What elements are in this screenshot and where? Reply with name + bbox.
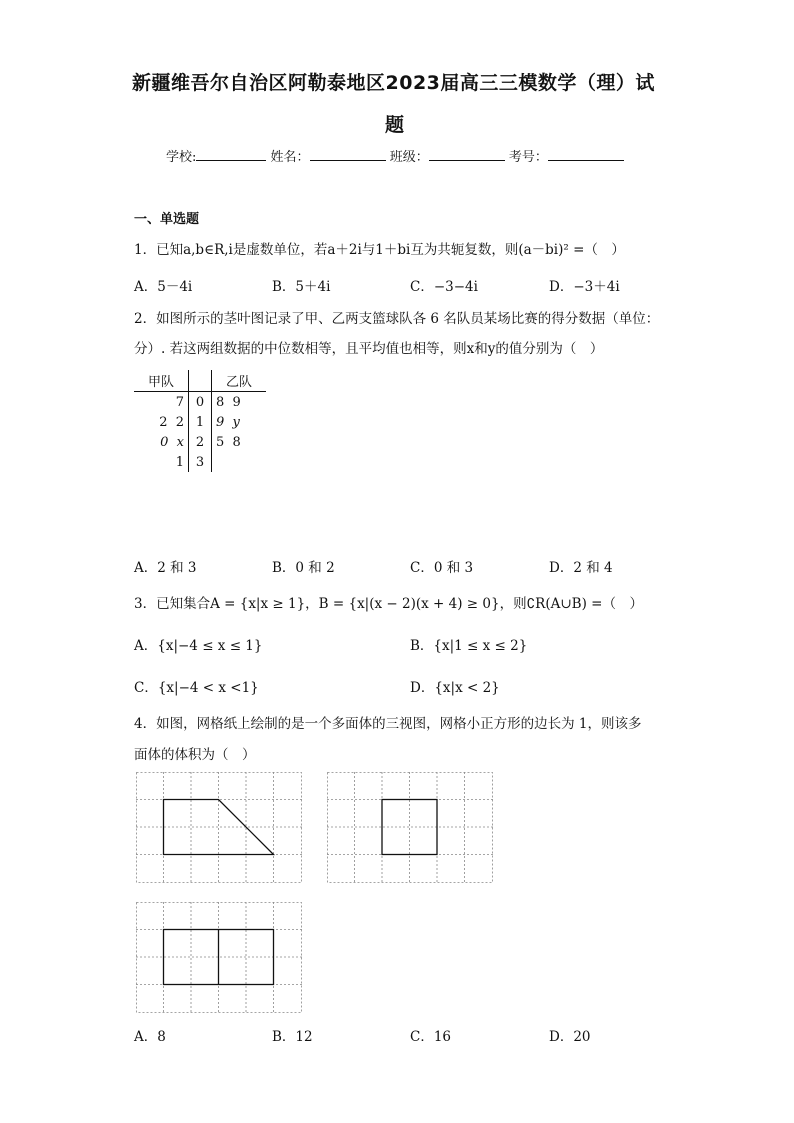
plot-left-leaves: 1 [175, 454, 184, 470]
q1-option-a[interactable]: A．5－4i [134, 279, 193, 295]
page-title-line2: 题 [385, 114, 405, 136]
name-blank[interactable] [310, 148, 386, 161]
plot-left-leaves: 7 [175, 394, 184, 410]
plot-stem: 0 [189, 392, 212, 413]
plot-stem: 3 [189, 452, 212, 472]
q1-option-c[interactable]: C．−3−4i [410, 279, 478, 295]
class-label: 班级： [389, 150, 429, 165]
page-title-line1: 新疆维吾尔自治区阿勒泰地区2023届高三三模数学（理）试 [132, 72, 655, 94]
q2-stem-line2: 分）. 若这两组数据的中位数相等，且平均值也相等，则x和y的值分别为（ ） [134, 341, 604, 357]
section-heading: 一、单选题 [134, 212, 200, 227]
name-label: 姓名： [270, 150, 310, 165]
q2-option-b[interactable]: B．0 和 2 [272, 560, 335, 576]
q1-option-d[interactable]: D．−3＋4i [549, 279, 620, 295]
school-blank[interactable] [196, 148, 266, 161]
q3-option-d[interactable]: D．{x|x < 2} [410, 680, 500, 696]
plot-right-leaves: 8 9 [216, 394, 241, 410]
q3-stem: 3．已知集合A = {x|x ≥ 1}，B = {x|(x − 2)(x + 4) ≥ 0}，则∁R(A∪B) =（ ） [134, 596, 643, 612]
front-view-grid [136, 772, 302, 883]
plot-stem: 1 [189, 412, 212, 432]
plot-header-right: 乙队 [212, 370, 267, 392]
q2-stem-line1: 2．如图所示的茎叶图记录了甲、乙两支篮球队各 6 名队员某场比赛的得分数据（单位： [134, 311, 660, 327]
exam-no-blank[interactable] [548, 148, 624, 161]
plot-right-leaves: 9 y [216, 414, 240, 430]
q4-option-b[interactable]: B．12 [272, 1029, 313, 1045]
q2-option-c[interactable]: C．0 和 3 [410, 560, 474, 576]
q1-option-b[interactable]: B．5＋4i [272, 279, 331, 295]
side-view-grid [327, 772, 493, 883]
q2-option-d[interactable]: D．2 和 4 [549, 560, 613, 576]
plot-left-leaves: 2 2 [159, 414, 184, 430]
q3-option-b[interactable]: B．{x|1 ≤ x ≤ 2} [410, 638, 528, 654]
q4-option-a[interactable]: A．8 [134, 1029, 166, 1045]
plot-row [134, 452, 266, 472]
school-label: 学校: [166, 150, 197, 165]
q2-option-a[interactable]: A．2 和 3 [134, 560, 197, 576]
plot-row [134, 412, 266, 432]
q3-option-c[interactable]: C．{x|−4 < x <1} [134, 680, 259, 696]
plot-row [134, 392, 266, 413]
exam-no-label: 考号： [508, 150, 548, 165]
q3-option-a[interactable]: A．{x|−4 ≤ x ≤ 1} [134, 638, 263, 654]
student-info [166, 146, 624, 165]
plot-right-leaves [212, 452, 267, 472]
class-blank[interactable] [429, 148, 505, 161]
q4-stem-line2: 面体的体积为（ ） [134, 747, 256, 763]
plot-row [134, 432, 266, 452]
plot-left-leaves: 0 x [160, 434, 184, 450]
plot-header-left: 甲队 [134, 370, 189, 392]
q4-option-c[interactable]: C．16 [410, 1029, 452, 1045]
top-view-grid [136, 902, 302, 1013]
q4-stem-line1: 4．如图，网格纸上绘制的是一个多面体的三视图，网格小正方形的边长为 1，则该多 [134, 716, 642, 732]
stem-leaf-plot [134, 370, 266, 472]
q4-option-d[interactable]: D．20 [549, 1029, 591, 1045]
plot-stem: 2 [189, 432, 212, 452]
q1-stem: 1．已知a,b∈R,i是虚数单位，若a＋2i与1＋bi互为共轭复数，则(a－bi)² =（ ） [134, 242, 625, 258]
plot-right-leaves: 5 8 [216, 434, 241, 450]
